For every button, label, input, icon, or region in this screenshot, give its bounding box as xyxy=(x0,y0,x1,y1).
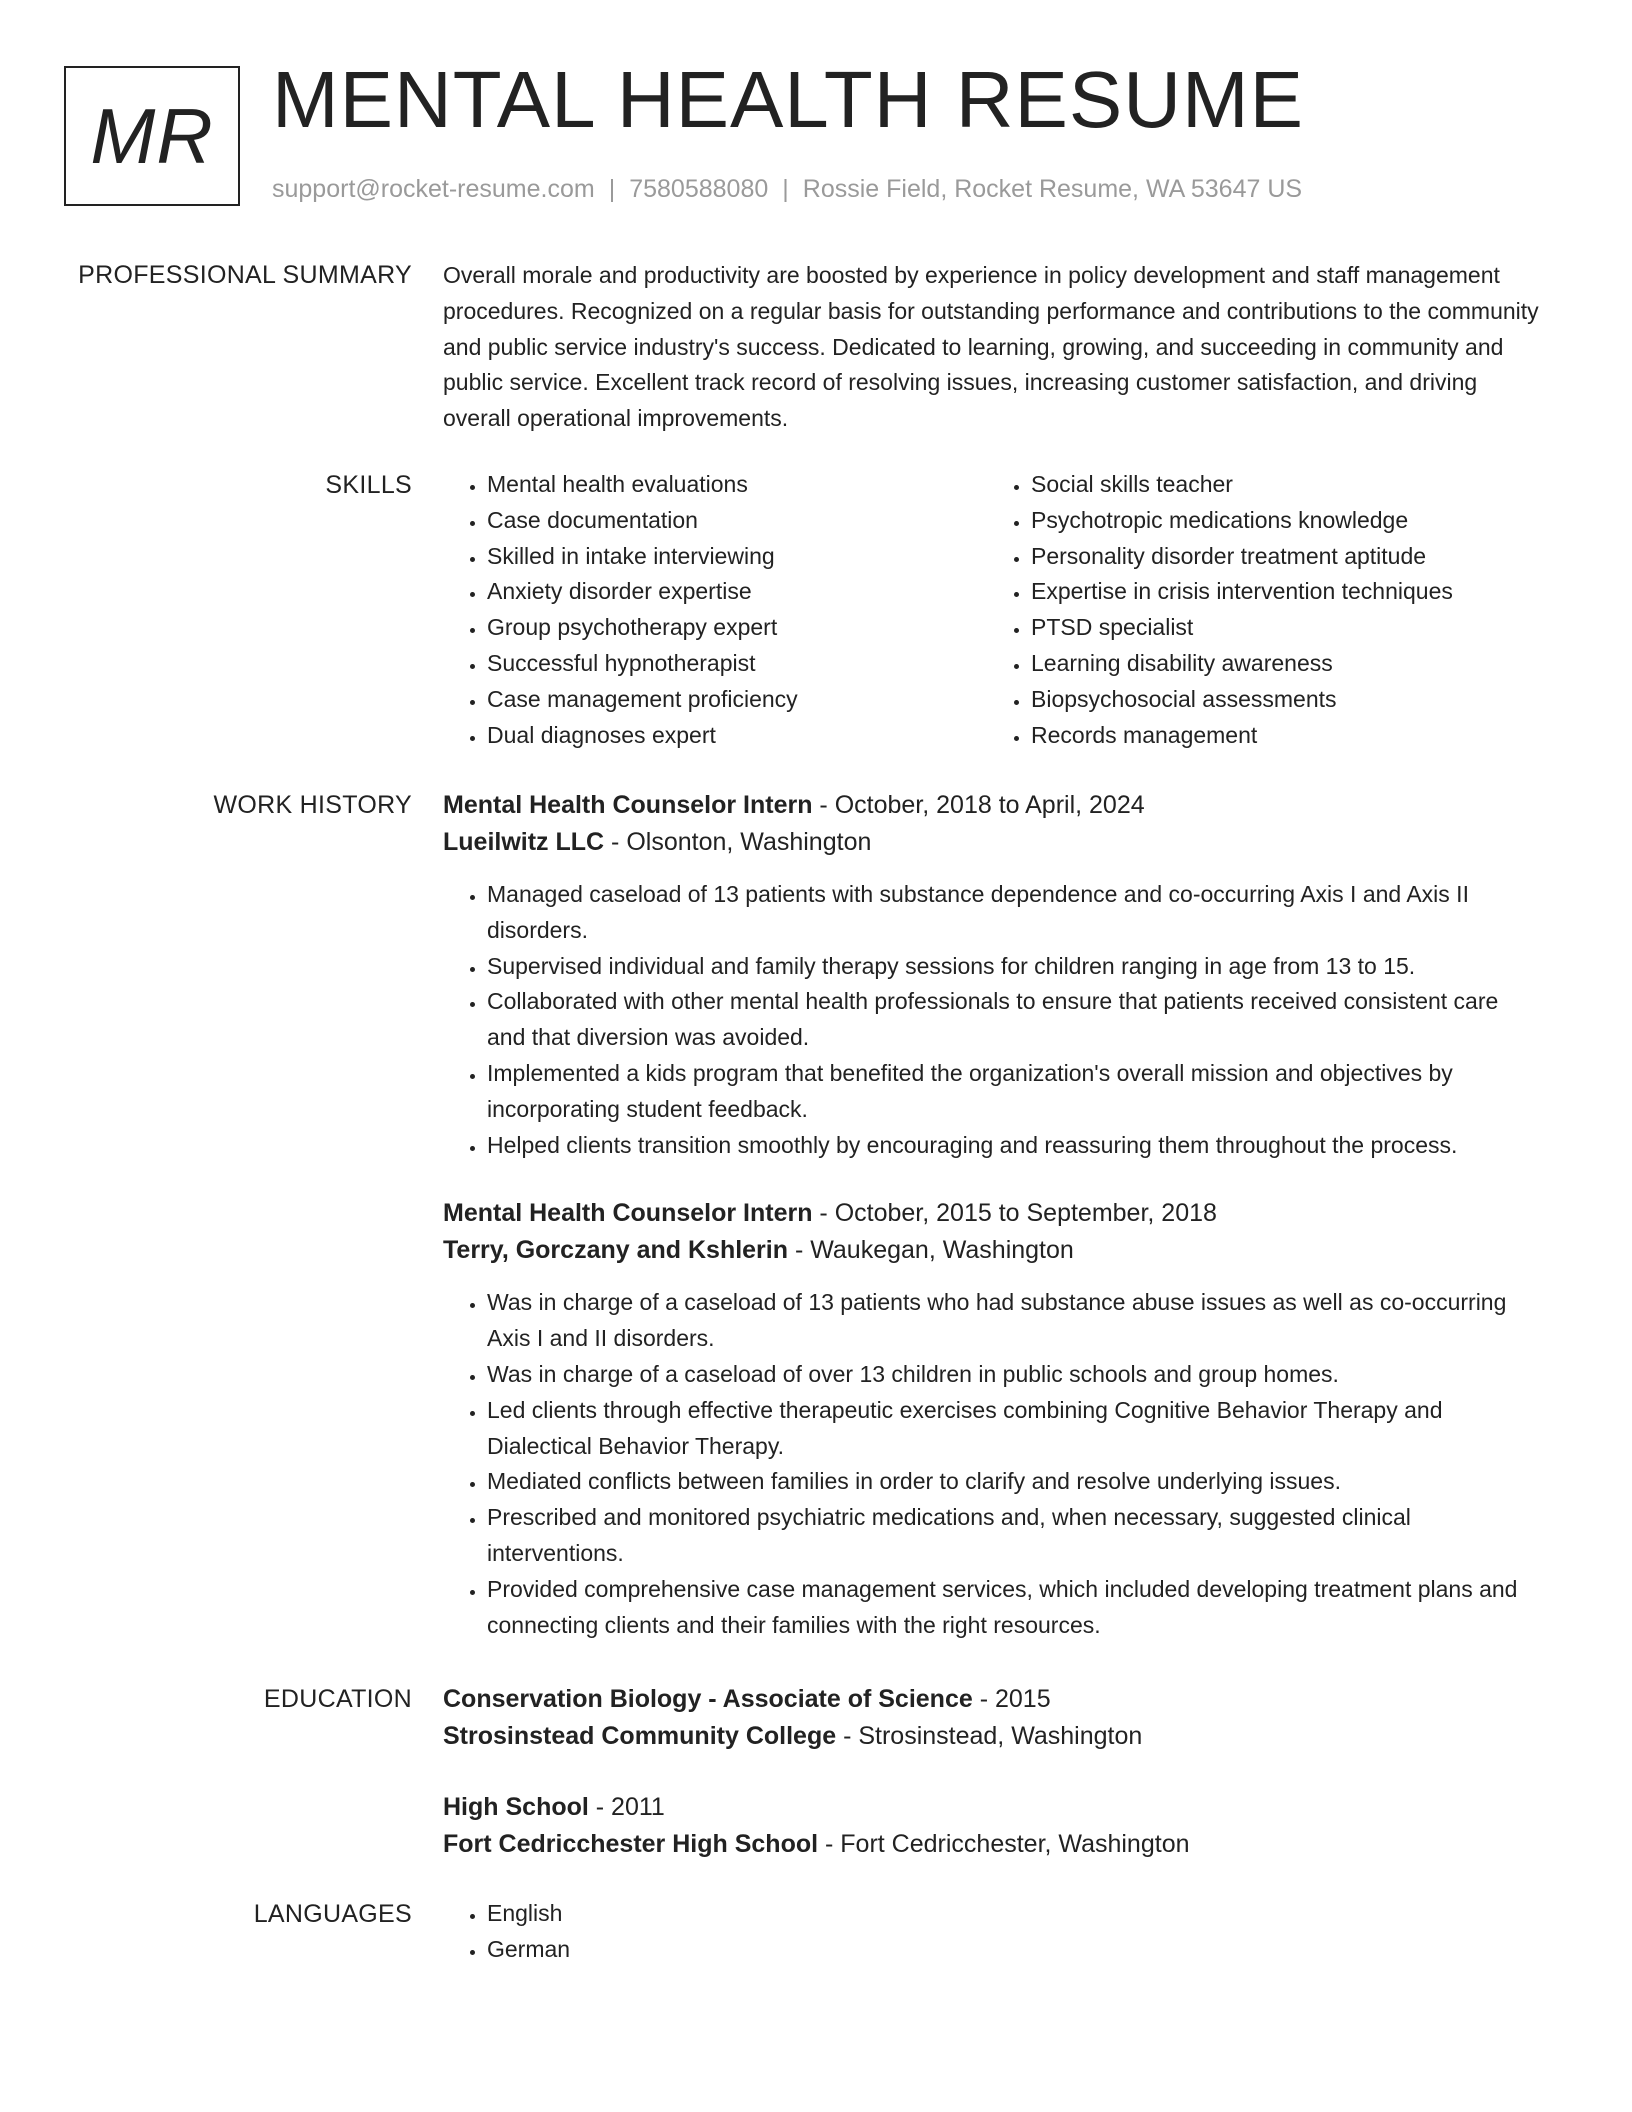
language-item: • English xyxy=(487,1896,1543,1932)
job-title: Mental Health Counselor Intern xyxy=(443,791,813,819)
education-degree-line xyxy=(443,1789,1543,1826)
section-label-skills: SKILLS xyxy=(325,471,412,499)
education-school: Strosinstead Community College xyxy=(443,1722,837,1750)
section-label-languages: LANGUAGES xyxy=(253,1900,412,1928)
job-location: - Waukegan, Washington xyxy=(788,1236,1074,1265)
skill-item: • Psychotropic medications knowledge xyxy=(1031,503,1543,539)
job-dates: - October, 2015 to September, 2018 xyxy=(812,1199,1217,1228)
language-item: • German xyxy=(487,1932,1543,1968)
job-company: Lueilwitz LLC xyxy=(443,828,605,856)
job-company-line xyxy=(443,1232,1543,1269)
skill-item: • Anxiety disorder expertise xyxy=(487,574,987,610)
monogram-logo: MR xyxy=(64,66,240,206)
skill-item: • Case documentation xyxy=(487,503,987,539)
section-label-education: EDUCATION xyxy=(263,1685,412,1713)
job-entry xyxy=(443,1195,1543,1643)
contact-address: Rossie Field, Rocket Resume, WA 53647 US xyxy=(802,175,1303,203)
contact-phone: 7580588080 xyxy=(629,175,769,203)
languages-list xyxy=(443,1896,1543,1968)
job-entry xyxy=(443,787,1543,1163)
job-location: - Olsonton, Washington xyxy=(604,828,872,856)
contact-email: support@rocket-resume.com xyxy=(272,175,595,203)
skill-item: • Biopsychosocial assessments xyxy=(1031,682,1543,718)
job-title: Mental Health Counselor Intern xyxy=(443,1199,813,1228)
job-title-line xyxy=(443,787,1543,824)
education-year: - 2011 xyxy=(588,1793,665,1821)
section-label-work-history: WORK HISTORY xyxy=(213,791,412,819)
summary-section xyxy=(443,258,1543,437)
job-company: Terry, Gorczany and Kshlerin xyxy=(443,1236,789,1265)
skill-item: • Mental health evaluations xyxy=(487,467,987,503)
job-bullet: • Supervised individual and family therapy sessions for children ranging in age from 13 to 15. xyxy=(487,949,1543,985)
skill-item: • Learning disability awareness xyxy=(1031,646,1543,682)
contact-separator: | xyxy=(782,175,789,203)
education-year: - 2015 xyxy=(972,1685,1051,1713)
job-bullet: • Collaborated with other mental health professionals to ensure that patients received consistent care and that diversion was avoided. xyxy=(487,984,1543,1056)
job-bullet-list xyxy=(443,877,1543,1163)
education-location: - Fort Cedricchester, Washington xyxy=(818,1830,1190,1858)
job-bullet: • Helped clients transition smoothly by encouraging and reassuring them throughout the process. xyxy=(487,1128,1543,1164)
job-bullet: • Prescribed and monitored psychiatric medications and, when necessary, suggested clinical interventions. xyxy=(487,1500,1543,1572)
education-degree-line xyxy=(443,1681,1543,1718)
skill-item: • Dual diagnoses expert xyxy=(487,718,987,754)
skill-item: • Case management proficiency xyxy=(487,682,987,718)
job-title-line xyxy=(443,1195,1543,1232)
skill-item: • Personality disorder treatment aptitude xyxy=(1031,539,1543,575)
job-bullet-list xyxy=(443,1285,1543,1643)
job-bullet: • Managed caseload of 13 patients with substance dependence and co-occurring Axis I and Axis II disorders. xyxy=(487,877,1543,949)
job-dates: - October, 2018 to April, 2024 xyxy=(812,791,1145,819)
education-section xyxy=(443,1681,1543,1863)
job-company-line xyxy=(443,824,1543,861)
education-entry xyxy=(443,1681,1543,1755)
education-degree: Conservation Biology - Associate of Science xyxy=(443,1685,973,1713)
job-bullet: • Provided comprehensive case management services, which included developing treatment plans and connecting clients and their families with the right resources. xyxy=(487,1572,1543,1644)
skills-list-left xyxy=(443,467,987,753)
languages-section xyxy=(443,1896,1543,1968)
resume-title: MENTAL HEALTH RESUME xyxy=(272,55,1304,144)
skill-item: • Records management xyxy=(1031,718,1543,754)
skill-item: • Group psychotherapy expert xyxy=(487,610,987,646)
education-location: - Strosinstead, Washington xyxy=(836,1722,1143,1750)
skills-list-right xyxy=(987,467,1543,753)
education-school-line xyxy=(443,1826,1543,1863)
job-bullet: • Was in charge of a caseload of 13 patients who had substance abuse issues as well as co-occurring Axis I and II disorders. xyxy=(487,1285,1543,1357)
skill-item: • PTSD specialist xyxy=(1031,610,1543,646)
skill-item: • Social skills teacher xyxy=(1031,467,1543,503)
education-entry xyxy=(443,1789,1543,1863)
skill-item: • Expertise in crisis intervention techniques xyxy=(1031,574,1543,610)
job-bullet: • Mediated conflicts between families in order to clarify and resolve underlying issues. xyxy=(487,1464,1543,1500)
education-degree: High School xyxy=(443,1793,589,1821)
section-label-summary: PROFESSIONAL SUMMARY xyxy=(78,261,412,289)
job-bullet: • Implemented a kids program that benefited the organization's overall mission and objectives by incorporating student feedback. xyxy=(487,1056,1543,1128)
contact-separator: | xyxy=(608,175,616,203)
work-history-section xyxy=(443,787,1543,1643)
skill-item: • Skilled in intake interviewing xyxy=(487,539,987,575)
contact-line xyxy=(272,174,1302,204)
job-bullet: • Led clients through effective therapeutic exercises combining Cognitive Behavior Therapy and Dialectical Behavior Therapy. xyxy=(487,1393,1543,1465)
skill-item: • Successful hypnotherapist xyxy=(487,646,987,682)
skills-section xyxy=(443,467,1543,753)
job-bullet: • Was in charge of a caseload of over 13 children in public schools and group homes. xyxy=(487,1357,1543,1393)
education-school-line xyxy=(443,1718,1543,1755)
education-school: Fort Cedricchester High School xyxy=(443,1830,819,1858)
summary-text: Overall morale and productivity are boosted by experience in policy development and staff management procedures. Recognized on a regular basis for outstanding performance and contributions to the community and public service industry's success. Dedicated to learning, growing, and succeeding in community and public service. Excellent track record of resolving issues, increasing customer satisfaction, and driving overall operational improvements. xyxy=(443,262,1539,432)
